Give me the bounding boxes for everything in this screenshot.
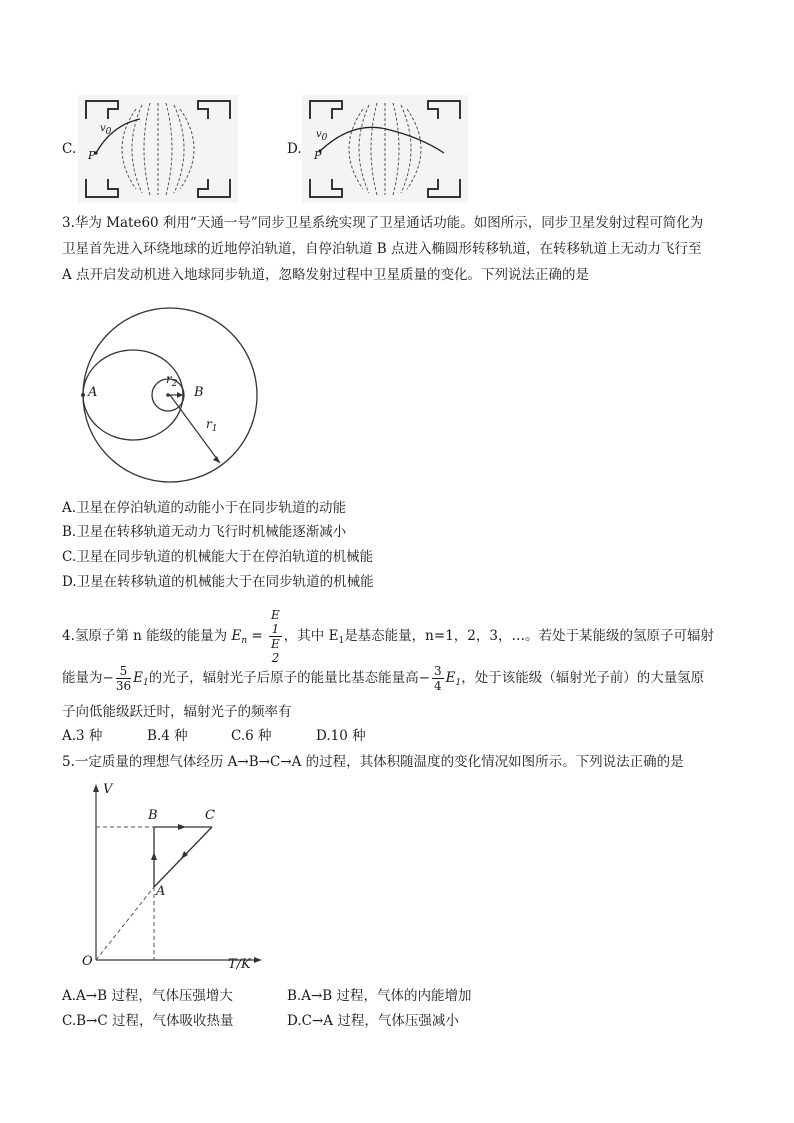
figure-option-c bbox=[78, 95, 238, 203]
q5-text-line1: 5.一定质量的理想气体经历 A→B→C→A 的过程，其体积随温度的变化情况如图所示。下列说法正确的是 bbox=[62, 754, 684, 770]
p-label-d: P bbox=[314, 149, 322, 162]
q4-option-c: C.6 种 bbox=[231, 728, 272, 744]
q4-text-line1: 4.氢原子第 n 能级的能量为 $E_n$ = E 1 E 2 ，其中 $E_1$是基态能量，n=1，2，3，…。若处于某能级的氢原子可辐射 bbox=[62, 608, 714, 665]
point-a-label: A bbox=[88, 385, 98, 400]
q5-option-c: C.B→C 过程，气体吸收热量 bbox=[62, 1013, 234, 1029]
q5-option-b: B.A→B 过程，气体的内能增加 bbox=[287, 988, 472, 1004]
field-lines-diagram-c bbox=[78, 95, 238, 203]
option-c-label: C. bbox=[62, 141, 77, 157]
axis-v-label: V bbox=[103, 782, 113, 797]
energy-diff-fraction: $\frac{3}{4}$ bbox=[434, 664, 442, 693]
p-label-c: P bbox=[88, 149, 96, 162]
r2-label: $r_2$ bbox=[166, 372, 178, 389]
q3-option-a: A.卫星在停泊轨道的动能小于在同步轨道的动能 bbox=[62, 500, 347, 516]
figure-option-d bbox=[302, 95, 468, 203]
q5-option-a: A.A→B 过程，气体压强增大 bbox=[62, 988, 233, 1004]
point-c-label-graph: C bbox=[205, 808, 215, 823]
r1-label: $r_1$ bbox=[206, 417, 218, 434]
q4-text-line3: 子向低能级跃迁时，辐射光子的频率有 bbox=[62, 704, 292, 720]
q3-text-line2: 卫星首先进入环绕地球的近地停泊轨道，自停泊轨道 B 点进入椭圆形转移轨道，在转移轨道上无动力飞行至 bbox=[62, 241, 702, 257]
q5-option-d: D.C→A 过程，气体压强减小 bbox=[287, 1013, 459, 1029]
v0-label-c: v0 bbox=[100, 123, 112, 137]
point-b-label: B bbox=[194, 385, 204, 400]
q3-option-d: D.卫星在转移轨道的机械能大于在同步轨道的机械能 bbox=[62, 574, 374, 590]
q4-text-line2: 能量为− $\frac{5}{36}$ $E_1$的光子，辐射光子后原子的能量比基态能量高− $\frac{3}{4}$ $E_1$，处于该能级（辐射光子前）的大量氢原 bbox=[62, 664, 705, 693]
q3-text-line1: 3.华为 Mate60 利用“天通一号”同步卫星系统实现了卫星通话功能。如图所示，同步卫星发射过程可简化为 bbox=[62, 215, 704, 231]
point-a-label-graph: A bbox=[156, 884, 166, 899]
field-lines-diagram-d bbox=[302, 95, 468, 203]
axis-t-label: T/K bbox=[228, 957, 251, 972]
vt-graph bbox=[76, 780, 266, 980]
option-d-label: D. bbox=[287, 141, 302, 157]
q3-text-line3: A 点开启发动机进入地球同步轨道，忽略发射过程中卫星质量的变化。下列说法正确的是 bbox=[62, 267, 590, 283]
point-b-label-graph: B bbox=[148, 808, 158, 823]
v0-label-d: v0 bbox=[316, 129, 328, 143]
q4-option-b: B.4 种 bbox=[147, 728, 188, 744]
photon-fraction: $\frac{5}{36}$ bbox=[115, 664, 132, 693]
q3-option-b: B.卫星在转移轨道无动力飞行时机械能逐渐减小 bbox=[62, 524, 347, 540]
q4-option-a: A.3 种 bbox=[62, 728, 103, 744]
origin-label: O bbox=[82, 954, 93, 969]
q4-option-d: D.10 种 bbox=[316, 728, 366, 744]
orbit-diagram bbox=[70, 295, 270, 495]
q3-option-c: C.卫星在同步轨道的机械能大于在停泊轨道的机械能 bbox=[62, 549, 374, 565]
energy-fraction: E 1 E 2 bbox=[271, 608, 280, 665]
